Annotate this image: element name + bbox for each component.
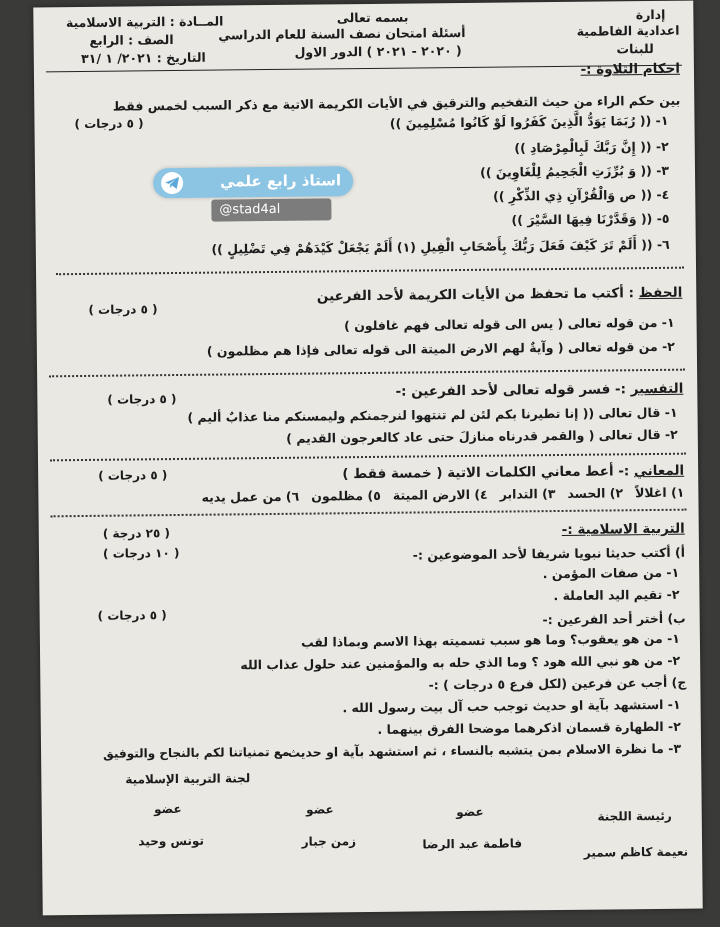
q4-word: ٢) الحسد	[567, 485, 624, 501]
basmala-label: بسمه تعالى	[336, 9, 409, 26]
q5b-label: ب) أختر أحد الفرعين :-	[542, 610, 686, 628]
q2-instruction: أكتب ما تحفظ من الأيات الكريمة لأحد الفرعين	[316, 285, 624, 305]
q4-word: ٥) مظلمون	[311, 487, 381, 504]
q2-item-1: ١- من قوله تعالى ( يس الى قوله تعالى فهم غافلون )	[344, 314, 675, 334]
q1-instruction: بين حكم الراء من حيث التفخيم والترقيق في الأيات الكريمة الاتية مع ذكر السبب لخمس فقط	[112, 92, 681, 114]
q4-words	[201, 485, 684, 505]
q3-grade: ( ٥ درجات )	[107, 392, 177, 407]
signature-role: رئيسة اللجنة	[597, 808, 672, 824]
q3-heading: التفسير :- فسر قوله تعالى لأحد الفرعين :-	[395, 380, 684, 400]
signature-role: عضو	[306, 802, 334, 817]
signature-name: تونس وحيد	[138, 833, 205, 849]
signature-name: فاطمة عبد الرضا	[422, 836, 523, 852]
q5b-item-1: ١- من هو يعقوب؟ وما هو سبب تسميته بهذا الاسم وبماذا لقب	[301, 630, 680, 650]
q2-heading: الحفظ : أكتب ما تحفظ من الأيات الكريمة لأحد الفرعين	[316, 284, 683, 305]
q5b-grade: ( ٥ درجات )	[97, 608, 167, 623]
watermark-text: استاذ رابع علمي	[219, 171, 342, 191]
q5c-label: ج) أجب عن فرعين (لكل فرع ٥ درجات ) :-	[428, 674, 687, 693]
q3-title: التفسير	[630, 380, 684, 398]
q1-item-2: ٢- (( إِنَّ رَبَّكَ لَبِالْمِرْصَادِ ))	[514, 138, 669, 156]
school-gender: للبنات	[616, 40, 654, 57]
q4-instruction: أعط معاني الكلمات الاتية ( خمسة فقط )	[342, 463, 614, 483]
q3-divider	[50, 453, 686, 462]
q5b-item-2: ٢- من هو نبي الله هود ؟ وما الذي حله به والمؤمنين عند حلول عذاب الله	[240, 652, 681, 673]
q4-word: ٤) الارض الميتة	[392, 486, 488, 503]
q2-item-2: ٢- من قوله تعالى ( وآيةٌ لهم الارض الميتة الى قوله تعالى فإذا هم مظلمون )	[206, 338, 675, 359]
q1-item-4: ٤- (( ص وَالْقُرْآنِ ذِي الذِّكْرِ ))	[492, 186, 670, 204]
q4-word: ١) اغلالاً	[634, 484, 685, 501]
q5a-item-1: ١- من صفات المؤمن .	[542, 564, 680, 582]
q5c-item-1: ١- استشهد بآية او حديث توجب حب آل بيت رسول الله .	[342, 696, 681, 716]
q4-heading: المعاني :- أعط معاني الكلمات الاتية ( خمسة فقط )	[342, 462, 685, 483]
watermark-handle-badge	[211, 198, 331, 221]
q1-item-6: ٦- (( أَلَمْ تَرَ كَيْفَ فَعَلَ رَبُّكَ بِأَصْحَابِ الْفِيلِ (١) أَلَمْ يَجْعَلْ كَيْدَهُمْ فِي تَضْلِيلٍ ))	[211, 236, 670, 257]
q3-item-1: ١- قال تعالى (( إنا تطيرنا بكم لئن لم تنتهوا لنرجمنكم وليمسنكم منا عذابٌ أليم )	[187, 404, 678, 425]
q5a-item-2: ٢- تقيم اليد العاملة .	[553, 586, 680, 604]
subject-label: المــادة : التربية الاسلامية	[65, 13, 224, 31]
exam-year: ( ٢٠٢٠ - ٢٠٢١ ) الدور الاول	[294, 42, 462, 60]
signature-role: عضو	[456, 804, 484, 820]
q4-word: ٣) التدابر	[499, 486, 556, 502]
exam-title: أسئلة امتحان نصف السنة للعام الدراسي	[218, 24, 466, 43]
q1-title: احكام التلاوة :-	[580, 60, 681, 78]
q5-title: التربية الاسلامية :-	[561, 520, 685, 538]
committee-name: لجنة التربية الإسلامية	[125, 771, 251, 787]
q3-instruction: فسر قوله تعالى لأحد الفرعين :-	[395, 381, 611, 400]
q1-grade: ( ٥ درجات )	[74, 116, 144, 132]
q4-title: المعاني	[633, 462, 685, 480]
q1-item-1: ١- (( رُبَمَا يَوَدُّ الَّذِينَ كَفَرُوا لَوْ كَانُوا مُسْلِمِينَ ))	[389, 112, 669, 131]
grade-level: الصف : الرابع	[89, 32, 174, 48]
q1-item-5: ٥- (( وَقَدَّرْنَا فِيهَا السَّيْرَ ))	[511, 210, 670, 228]
school-admin-label: إدارة	[635, 6, 666, 23]
signature-name: زمن جبار	[301, 834, 357, 849]
watermark-handle: @stad4al	[219, 201, 281, 218]
exam-date: التاريخ : ٢٠٢١/ ١ /٣١	[81, 49, 206, 66]
q3-item-2: ٢- قال تعالى ( والقمر قدرناه منازلَ حتى عاد كالعرجون القديم )	[286, 426, 678, 446]
closing-wish: مع تمنياتنا لكم بالنجاح والتوفيق	[103, 744, 290, 761]
q2-grade: ( ٥ درجات )	[88, 302, 158, 317]
q1-item-3: ٣- (( وَ بُرِّزَتِ الْجَحِيمُ لِلْغَاوِينَ ))	[479, 162, 670, 180]
q2-title: الحفظ	[638, 284, 683, 302]
q5c-item-3: ٣- ما نظرة الاسلام بمن يتشبه بالنساء ، ثم استشهد بآية او حديث .	[278, 740, 682, 760]
exam-sheet	[33, 1, 702, 916]
q1-divider	[56, 267, 684, 276]
signature-name: نعيمة كاظم سمير	[583, 844, 689, 860]
q5-total-grade: ( ٢٥ درجة )	[102, 526, 171, 541]
q2-divider	[49, 369, 685, 378]
watermark-badge	[153, 166, 353, 198]
signature-role: عضو	[154, 801, 182, 817]
q4-divider	[51, 509, 687, 518]
q5a-label: أ) أكتب حديثا نبويا شريفا لأحد الموضوعين :-	[412, 544, 686, 563]
telegram-icon	[161, 172, 183, 194]
q5a-grade: ( ١٠ درجات )	[102, 545, 180, 561]
q4-grade: ( ٥ درجات )	[98, 468, 168, 483]
q5c-item-2: ٢- الطهارة قسمان اذكرهما موضحا الفرق بينهما .	[377, 718, 681, 737]
school-name: اعدادية الفاطمية	[576, 22, 680, 39]
q4-word: ٦) من عمل يديه	[201, 488, 300, 505]
